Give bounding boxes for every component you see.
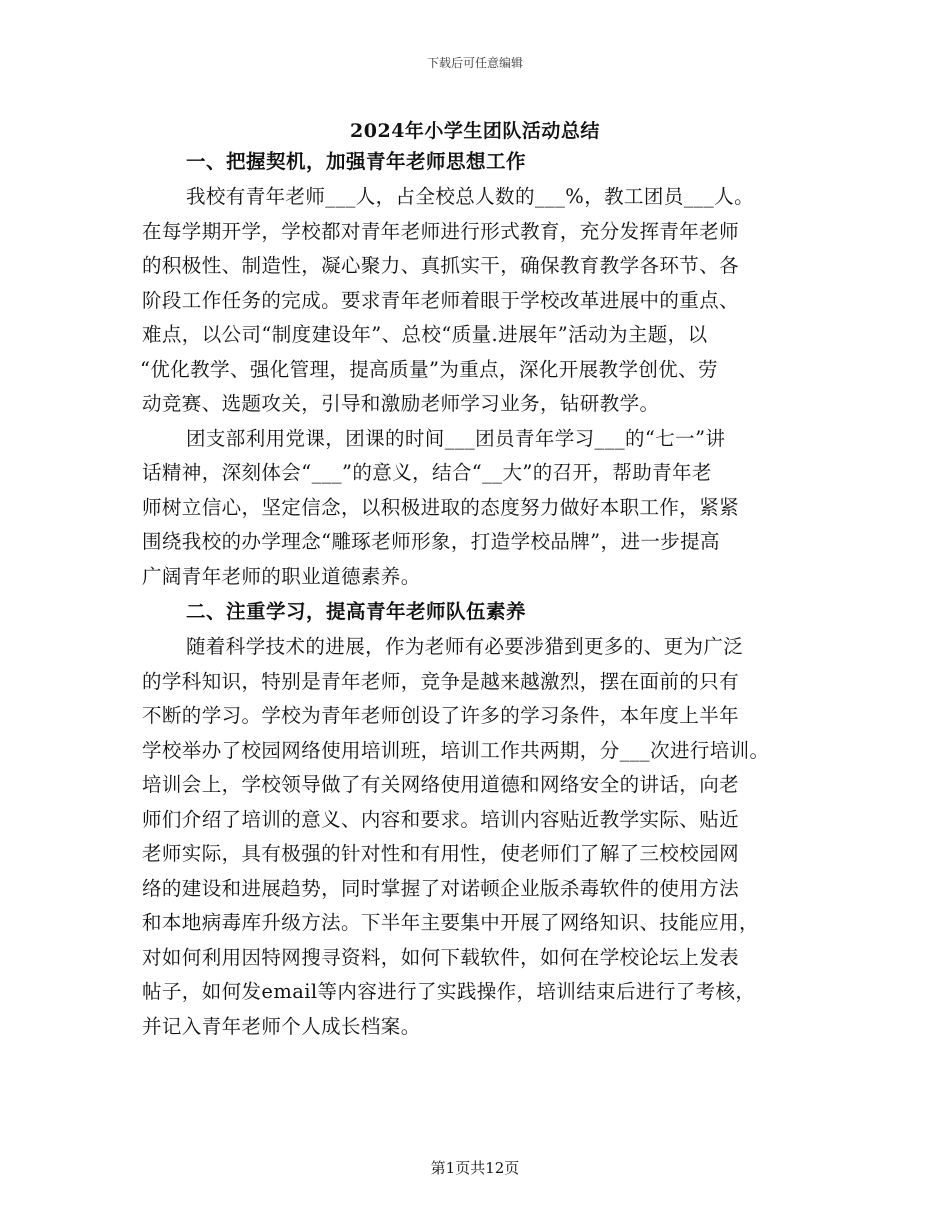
- section-1-heading: 一、把握契机，加强青年老师思想工作: [186, 150, 527, 173]
- section-2-paragraph-1: [142, 630, 822, 1044]
- text-line: 广阔青年老师的职业道德素养。: [142, 564, 421, 588]
- text-line: 老师实际，具有极强的针对性和有用性，使老师们了解了三校校园网: [142, 842, 740, 865]
- text-line: 和本地病毒库升级方法。下半年主要集中开展了网络知识、技能应用，: [142, 911, 759, 934]
- text-line: 团支部利用党课，团课的时间___团员青年学习___的“七一”讲: [186, 426, 726, 450]
- text-line: 的积极性、制造性，凝心聚力、真抓实干，确保教育教学各环节、各: [142, 254, 740, 277]
- text-line: 络的建设和进展趋势，同时掌握了对诺顿企业版杀毒软件的使用方法: [142, 876, 740, 900]
- text-line: 我校有青年老师___人，占全校总人数的___%，教工团员___人。: [186, 185, 754, 208]
- text-line: 不断的学习。学校为青年老师创设了许多的学习条件，本年度上半年: [142, 704, 740, 727]
- text-line: 培训会上，学校领导做了有关网络使用道德和网络安全的讲话，向老: [142, 773, 740, 796]
- document-body: [142, 144, 822, 1044]
- text-line: 学校举办了校园网络使用培训班，培训工作共两期，分___次进行培训。: [142, 738, 770, 762]
- page-number: 第1页共12页: [430, 1159, 520, 1177]
- text-line: 师树立信心，坚定信念，以积极进取的态度努力做好本职工作，紧紧: [142, 495, 740, 519]
- text-line: 动竞赛、选题攻关，引导和激励老师学习业务，钻研教学。: [142, 392, 660, 415]
- section-2-heading: 二、注重学习，提高青年老师队伍素养: [186, 600, 527, 623]
- text-line: “优化教学、强化管理，提高质量”为重点，深化开展教学创优、劳: [140, 357, 718, 381]
- text-line: 阶段工作任务的完成。要求青年老师着眼于学校改革进展中的重点、: [142, 288, 740, 312]
- text-line: 的学科知识，特别是青年老师，竞争是越来越激烈，摆在面前的只有: [142, 669, 740, 693]
- section-1-paragraph-1: [142, 180, 822, 422]
- header-note: 下载后可任意编辑: [426, 56, 523, 70]
- document-title: 2024年小学生团队活动总结: [350, 120, 600, 142]
- text-line: 在每学期开学，学校都对青年老师进行形式教育，充分发挥青年老师: [142, 219, 740, 243]
- text-line: 并记入青年老师个人成长档案。: [142, 1014, 421, 1038]
- text-line: 围绕我校的办学理念“雕琢老师形象，打造学校品牌”，进一步提高: [142, 530, 720, 553]
- text-line: 师们介绍了培训的意义、内容和要求。培训内容贴近教学实际、贴近: [142, 807, 740, 831]
- text-line: 难点，以公司“制度建设年”、总校“质量.进展年”活动为主题，以: [142, 323, 708, 346]
- section-1-paragraph-2: [142, 422, 822, 595]
- text-line: 对如何利用因特网搜寻资料，如何下载软件，如何在学校论坛上发表: [142, 945, 740, 969]
- text-line: 随着科学技术的进展，作为老师有必要涉猎到更多的、更为广泛: [186, 635, 744, 658]
- text-line: 话精神，深刻体会“___”的意义，结合“__大”的召开，帮助青年老: [142, 461, 712, 484]
- text-line: 帖子，如何发email等内容进行了实践操作，培训结束后进行了考核，: [142, 980, 756, 1003]
